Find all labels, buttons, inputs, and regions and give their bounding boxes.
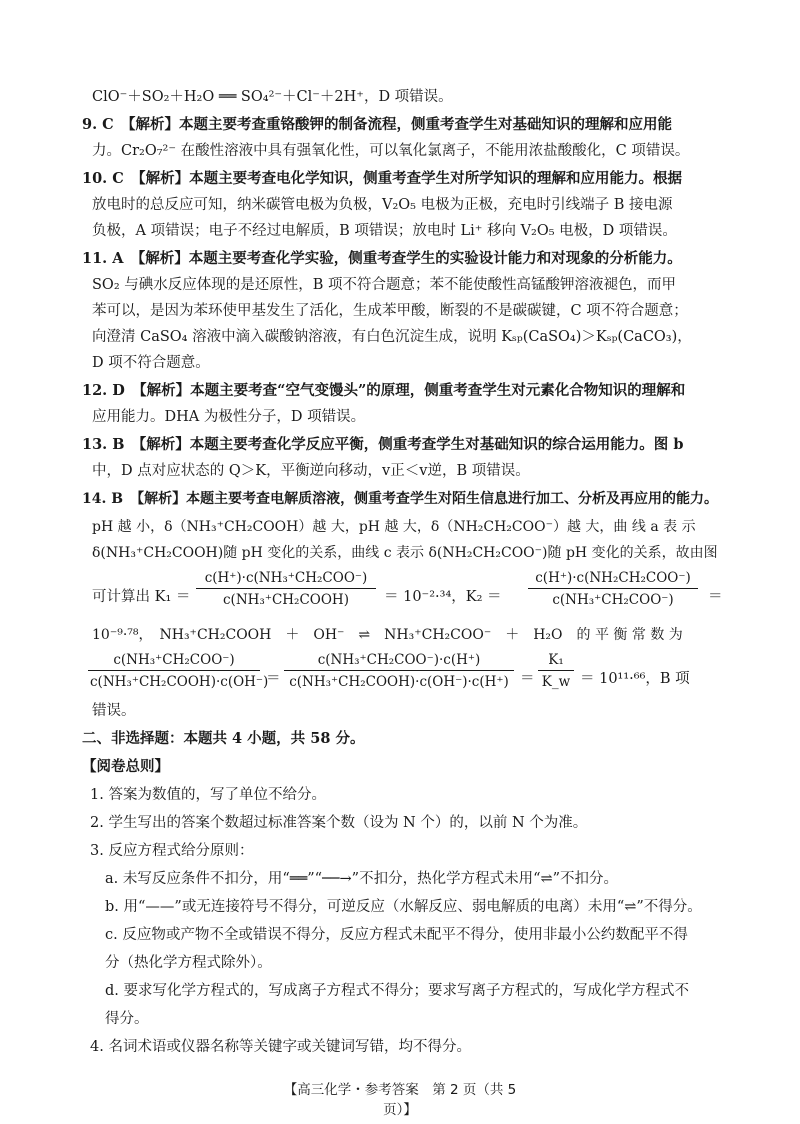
rule-item: 2. 学生写出的答案个数超过标准答案个数（设为 N 个）的，以前 N 个为准。 [90, 815, 588, 831]
text-line: ＝ 10¹¹·⁶⁶，B 项 [580, 671, 690, 687]
rule-item: 1. 答案为数值的，写了单位不给分。 [90, 787, 326, 803]
text-line: pH 越 小，δ（NH₃⁺CH₂COOH）越 大，pH 越 大，δ（NH₂CH₂COO⁻）越 大，曲 线 a 表 示 [92, 519, 696, 535]
text-line: 得分。 [105, 1011, 149, 1027]
text-line: 力。Cr₂O₇²⁻ 在酸性溶液中具有强氧化性，可以氧化氯离子，不能用浓盐酸酸化，C 项错误。 [92, 143, 690, 159]
keq-fraction-2 [284, 652, 514, 690]
text-line: δ(NH₃⁺CH₂COOH)随 pH 变化的关系，曲线 c 表示 δ(NH₂CH₂COO⁻)随 pH 变化的关系，故由图 [92, 545, 718, 561]
text-line: 放电时的总反应可知，纳米碳管电极为负极，V₂O₅ 电极为正极，充电时引线端子 B 接电源 [92, 197, 673, 213]
answer-12-heading: 12. D 【解析】本题主要考查“空气变馒头”的原理，侧重考查学生对元素化合物知识的理解和 [82, 382, 686, 399]
text-line: 错误。 [92, 703, 136, 719]
rule-subitem: a. 未写反应条件不扣分，用“══”“──→”不扣分，热化学方程式未用“⇌”不扣分。 [105, 871, 619, 887]
answer-10-heading: 10. C 【解析】本题主要考查电化学知识，侧重考查学生对所学知识的理解和应用能力。根据 [82, 170, 683, 187]
text-line: 苯可以，是因为苯环使甲基发生了活化，生成苯甲酸，断裂的不是碳碳键，C 项不符合题意； [92, 303, 688, 319]
k2-fraction [528, 570, 698, 608]
equals-sign: ＝ [708, 589, 723, 605]
rule-item: 4. 名词术语或仪器名称等关键字或关键词写错，均不得分。 [90, 1039, 471, 1055]
keq2-denominator: c(NH₃⁺CH₂COOH)·c(OH⁻)·c(H⁺) [284, 670, 514, 690]
k2-numerator: c(H⁺)·c(NH₂CH₂COO⁻) [535, 570, 691, 586]
section-heading: 二、非选择题：本题共 4 小题，共 58 分。 [82, 730, 365, 747]
rule-subitem: c. 反应物或产物不全或错误不得分，反应方程式未配平不得分，使用非最小公约数配平不得 [105, 927, 688, 943]
text-line: 可计算出 K₁ ＝ [92, 589, 191, 605]
rule-subitem: d. 要求写化学方程式的，写成离子方程式不得分；要求写离子方程式的，写成化学方程式不 [105, 983, 689, 999]
answer-13-heading: 13. B 【解析】本题主要考查化学反应平衡，侧重考查学生对基础知识的综合运用能力。图 b [82, 436, 684, 453]
text-line: 向澄清 CaSO₄ 溶液中滴入碳酸钠溶液，有白色沉淀生成，说明 Kₛₚ(CaSO₄)＞Kₛₚ(CaCO₃)， [92, 329, 692, 345]
k-ratio-numerator: K₁ [548, 652, 564, 668]
text-line: ＝ 10⁻²·³⁴，K₂ ＝ [384, 589, 502, 605]
answer-9-heading: 9. C 【解析】本题主要考查重铬酸钾的制备流程，侧重考查学生对基础知识的理解和应用能 [82, 116, 672, 133]
keq1-denominator: c(NH₃⁺CH₂COOH)·c(OH⁻) [88, 670, 260, 690]
text-line: 负极，A 项错误；电子不经过电解质，B 项错误；放电时 Li⁺ 移向 V₂O₅ 电极，D 项错误。 [92, 223, 677, 239]
answer-11-heading: 11. A 【解析】本题主要考查化学实验，侧重考查学生的实验设计能力和对现象的分析能力。 [82, 250, 682, 267]
equals-sign: ＝ [520, 671, 535, 687]
text-line: SO₂ 与碘水反应体现的是还原性，B 项不符合题意；苯不能使酸性高锰酸钾溶液褪色，而甲 [92, 277, 677, 293]
keq-fraction-1 [88, 652, 269, 690]
k-ratio-denominator: K_w [538, 670, 574, 690]
keq1-numerator: c(NH₃⁺CH₂COO⁻) [113, 652, 235, 668]
text-line: 中，D 点对应状态的 Q＞K，平衡逆向移动，v正＜v逆，B 项错误。 [92, 463, 530, 479]
rule-subitem: b. 用“——”或无连接符号不得分，可逆反应（水解反应、弱电解质的电离）未用“⇌”不得分。 [105, 899, 702, 915]
k2-denominator: c(NH₃⁺CH₂COO⁻) [528, 588, 698, 608]
k1-fraction [196, 570, 376, 608]
k1-numerator: c(H⁺)·c(NH₃⁺CH₂COO⁻) [204, 570, 368, 586]
text-line: 应用能力。DHA 为极性分子，D 项错误。 [92, 409, 366, 425]
text-line: 分（热化学方程式除外）。 [105, 955, 272, 971]
grading-rules-heading: 【阅卷总则】 [82, 758, 169, 775]
text-line: D 项不符合题意。 [92, 355, 210, 371]
text-line: ClO⁻＋SO₂＋H₂O ══ SO₄²⁻＋Cl⁻＋2H⁺，D 项错误。 [92, 89, 453, 105]
rule-item: 3. 反应方程式给分原则： [90, 843, 254, 859]
answer-14-heading: 14. B 【解析】本题主要考查电解质溶液，侧重考查学生对陌生信息进行加工、分析及再应用的能力。 [82, 491, 719, 507]
equals-sign: ＝ [266, 671, 281, 687]
keq2-numerator: c(NH₃⁺CH₂COO⁻)·c(H⁺) [317, 652, 481, 668]
text-line: 10⁻⁹·⁷⁸， NH₃⁺CH₂COOH ＋ OH⁻ ⇌ NH₃⁺CH₂COO⁻ ＋ H₂O 的 平 衡 常 数 为 [92, 627, 683, 643]
k1-denominator: c(NH₃⁺CH₂COOH) [196, 588, 376, 608]
k-ratio-fraction [538, 652, 574, 690]
page-footer: 【高三化学・参考答案 第 2 页（共 5 页）】 [283, 1082, 517, 1118]
